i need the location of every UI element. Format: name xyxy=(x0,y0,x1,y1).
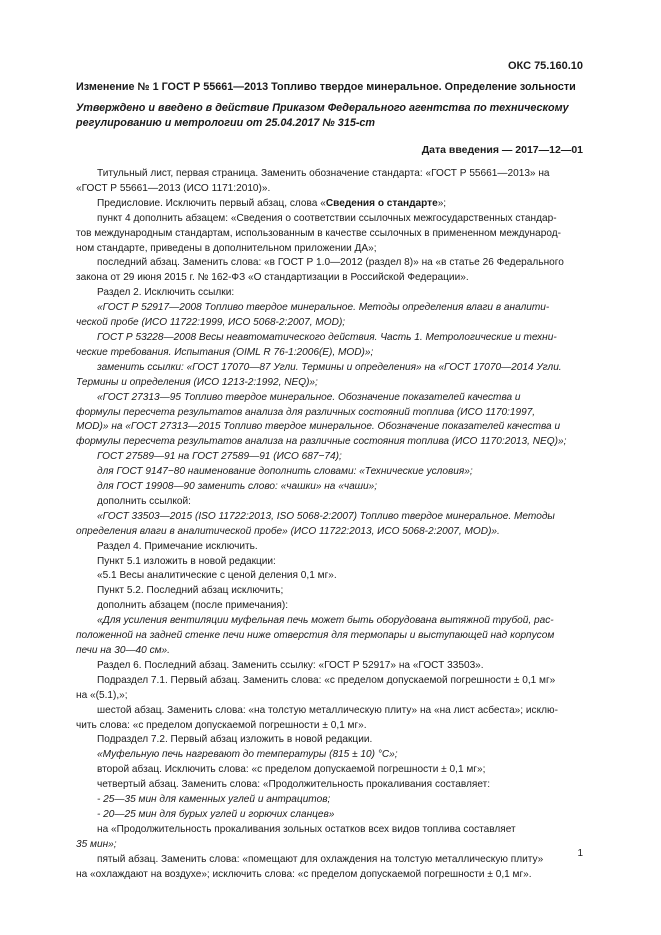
text-line xyxy=(76,704,583,719)
text-line xyxy=(76,763,583,778)
text-line-content: Подраздел 7.1. Первый абзац. Заменить слова: «с пределом допускаемой погрешности ± 0,1 мг» xyxy=(97,674,556,686)
text-line-content: MOD)» на «ГОСТ 27313—2015 Топливо твердое минеральное. Обозначение показателей качества и xyxy=(76,421,561,433)
text-line-content: - 25—35 мин для каменных углей и антрацитов; xyxy=(97,794,331,806)
text-line xyxy=(76,584,583,599)
text-line-content: для ГОСТ 9147−80 наименование дополнить словами: «Технические условия»; xyxy=(97,466,473,478)
text-line xyxy=(76,823,583,838)
text-line-content: дополнить абзацем (после примечания): xyxy=(97,600,289,612)
text-line-content: чить слова: «с пределом допускаемой погрешности ± 0,1 мг». xyxy=(76,719,367,731)
text-line xyxy=(76,331,583,346)
text-line xyxy=(76,376,583,391)
amendment-title: Изменение № 1 ГОСТ Р 55661—2013 Топливо твердое минеральное. Определение зольности xyxy=(76,81,576,93)
text-line-content: «ГОСТ 27313—95 Топливо твердое минеральное. Обозначение показателей качества и xyxy=(97,391,521,403)
page-number: 1 xyxy=(577,848,583,859)
text-line-content: - 20—25 мин для бурых углей и горючих сланцев» xyxy=(97,808,335,820)
text-line-content: ГОСТ 27589—91 на ГОСТ 27589—91 (ИСО 687−74); xyxy=(97,451,342,463)
text-line-content: на «охлаждают на воздухе»; исключить слова: «с пределом допускаемой погрешности ± 0,1 мг». xyxy=(76,868,532,880)
text-line xyxy=(76,361,583,376)
text-line xyxy=(76,227,583,242)
text-line xyxy=(76,346,583,361)
text-line xyxy=(76,733,583,748)
text-line-content: «ГОСТ Р 52917—2008 Топливо твердое минеральное. Методы определения влаги в аналити- xyxy=(97,302,550,314)
text-line-content: формулы пересчета результатов анализа для различных состояний топлива (ИСО 1170:1997, xyxy=(76,406,536,418)
text-line-content: «Муфельную печь нагревают до температуры (815 ± 10) °С»; xyxy=(97,749,398,761)
text-line xyxy=(76,644,583,659)
text-line xyxy=(76,182,583,197)
text-line-content: на «Продолжительность прокаливания зольных остатков всех видов топлива составляет xyxy=(97,823,516,835)
text-line xyxy=(76,391,583,406)
text-line xyxy=(76,197,583,212)
text-line-content: положенной на задней стенке печи ниже отверстия для термопары и выступающей над корпусом xyxy=(76,630,555,642)
text-line-content: тов международным стандартам, использованным в качестве ссылочных в примененном международ- xyxy=(76,227,562,239)
text-line-content: дополнить ссылкой: xyxy=(97,495,191,507)
text-line-content: Пункт 5.2. Последний абзац исключить; xyxy=(97,585,284,597)
text-line xyxy=(76,629,583,644)
text-line xyxy=(76,465,583,480)
text-line xyxy=(76,435,583,450)
text-line-content: пункт 4 дополнить абзацем: «Сведения о соответствии ссылочных межгосударственных стандар- xyxy=(97,212,557,224)
text-line-content: закона от 29 июня 2015 г. № 162-ФЗ «О стандартизации в Российской Федерации». xyxy=(76,272,469,284)
text-line xyxy=(76,569,583,584)
text-line-content: на «(5.1),»; xyxy=(76,689,128,701)
text-line xyxy=(76,242,583,257)
text-line-content: «ГОСТ Р 55661—2013 (ИСО 1171:2010)». xyxy=(76,182,271,194)
text-line-content: ГОСТ Р 53228—2008 Весы неавтоматического действия. Часть 1. Метрологические и техни- xyxy=(97,331,557,343)
text-line-content: 35 мин»; xyxy=(76,838,117,850)
text-line xyxy=(76,316,583,331)
text-line xyxy=(76,540,583,555)
text-line xyxy=(76,659,583,674)
text-line xyxy=(76,778,583,793)
text-line-content: формулы пересчета результатов анализа на различные состояния топлива (ИСО 1170:2013, NEQ)»; xyxy=(76,436,567,448)
text-line-content: второй абзац. Исключить слова: «с пределом допускаемой погрешности ± 0,1 мг»; xyxy=(97,764,486,776)
text-line-content: Раздел 6. Последний абзац. Заменить ссылку: «ГОСТ Р 52917» на «ГОСТ 33503». xyxy=(97,659,484,671)
text-line xyxy=(76,793,583,808)
text-line-content: «ГОСТ 33503—2015 (ISO 11722:2013, ISO 5068-2:2007) Топливо твердое минеральное. Методы xyxy=(97,510,555,522)
text-line xyxy=(76,510,583,525)
text-line-content: ческой пробе (ИСО 11722:1999, ИСО 5068-2:2007, MOD); xyxy=(76,317,346,329)
text-line-content: для ГОСТ 19908—90 заменить слово: «чашки» на «чаши»; xyxy=(97,481,378,493)
text-line-content: Подраздел 7.2. Первый абзац изложить в новой редакции. xyxy=(97,734,373,746)
text-line xyxy=(76,599,583,614)
text-line-content: шестой абзац. Заменить слова: «на толстую металлическую плиту» на «на лист асбеста»; исклю- xyxy=(97,704,558,716)
text-line-content: ном стандарте, приведены в дополнительном приложении ДА»; xyxy=(76,242,377,254)
document-body xyxy=(76,167,583,883)
effective-date: Дата введения — 2017—12—01 xyxy=(421,144,583,156)
text-line-content: четвертый абзац. Заменить слова: «Продолжительность прокаливания составляет: xyxy=(97,779,491,791)
text-line xyxy=(76,868,583,883)
text-line xyxy=(76,614,583,629)
text-line xyxy=(76,495,583,510)
text-line-content: Титульный лист, первая страница. Заменить обозначение стандарта: «ГОСТ Р 55661—2013» на xyxy=(97,168,550,179)
text-line-content: Предисловие. Исключить первый абзац, слова « xyxy=(97,197,326,209)
text-line-content: Раздел 2. Исключить ссылки: xyxy=(97,287,235,299)
approval-statement: Утверждено и введено в действие Приказом Федерального агентства по техническому регулированию и метрологии от 25.04.2017 № 315-ст xyxy=(76,102,569,129)
text-line xyxy=(76,719,583,734)
text-line xyxy=(76,256,583,271)
text-line xyxy=(76,555,583,570)
text-line xyxy=(76,480,583,495)
text-line xyxy=(76,420,583,435)
text-line-content: последний абзац. Заменить слова: «в ГОСТ Р 1.0—2012 (раздел 8)» на «в статье 26 Федерального xyxy=(97,257,564,269)
text-line xyxy=(76,406,583,421)
text-line-content: заменить ссылки: «ГОСТ 17070—87 Угли. Термины и определения» на «ГОСТ 17070—2014 Угли. xyxy=(97,361,562,373)
bold-phrase: Сведения о стандарте xyxy=(325,197,438,209)
text-line xyxy=(76,808,583,823)
text-line-suffix: »; xyxy=(437,197,447,209)
text-line-content: Раздел 4. Примечание исключить. xyxy=(97,540,258,552)
text-line xyxy=(76,271,583,286)
text-line-content: определения влаги в аналитической пробе» (ИСО 11722:2013, ИСО 5068-2:2007, MOD)». xyxy=(76,525,500,537)
text-line-content: Термины и определения (ИСО 1213-2:1992, NEQ)»; xyxy=(76,376,318,388)
text-line xyxy=(76,674,583,689)
text-line-content: ческие требования. Испытания (OIML R 76-1:2006(E), MOD)»; xyxy=(76,346,374,358)
text-line-content: пятый абзац. Заменить слова: «помещают для охлаждения на толстую металлическую плиту» xyxy=(97,853,544,865)
text-line-content: «Для усиления вентиляции муфельная печь может быть оборудована вытяжной трубой, рас- xyxy=(97,615,554,627)
text-line xyxy=(76,286,583,301)
text-line-content: печи на 30—40 см». xyxy=(76,645,170,656)
text-line xyxy=(76,525,583,540)
text-line xyxy=(76,748,583,763)
text-line xyxy=(76,838,583,853)
text-line-content: Пункт 5.1 изложить в новой редакции: xyxy=(97,555,276,567)
text-line xyxy=(76,853,583,868)
text-line xyxy=(76,301,583,316)
text-line xyxy=(76,450,583,465)
text-line-content: «5.1 Весы аналитические с ценой деления 0,1 мг». xyxy=(97,570,337,582)
text-line xyxy=(76,167,583,182)
text-line xyxy=(76,689,583,704)
text-line xyxy=(76,212,583,227)
classification-code: ОКС 75.160.10 xyxy=(507,60,583,72)
